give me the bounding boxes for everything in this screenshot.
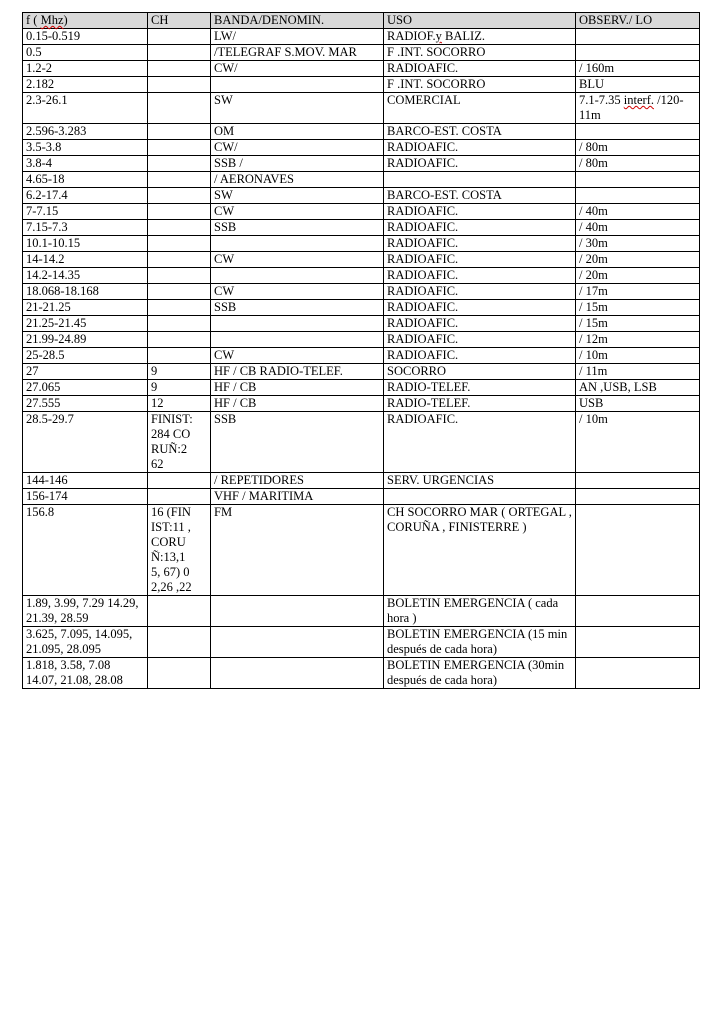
header-band: BANDA/DENOMIN. (211, 13, 384, 29)
cell-observations (576, 473, 700, 489)
cell-frequency: 3.8-4 (23, 156, 148, 172)
cell-frequency: 2.596-3.283 (23, 124, 148, 140)
cell-use: SERV. URGENCIAS (384, 473, 576, 489)
cell-band: HF / CB RADIO-TELEF. (211, 364, 384, 380)
cell-frequency: 0.15-0.519 (23, 29, 148, 45)
cell-use: RADIOAFIC. (384, 316, 576, 332)
table-row (23, 236, 700, 252)
cell-channel (148, 140, 211, 156)
cell-observations: / 10m (576, 412, 700, 473)
cell-observations (576, 188, 700, 204)
cell-band (211, 596, 384, 627)
cell-observations (576, 45, 700, 61)
cell-band: VHF / MARITIMA (211, 489, 384, 505)
cell-frequency: 21.25-21.45 (23, 316, 148, 332)
cell-band: LW/ (211, 29, 384, 45)
table-row (23, 658, 700, 689)
cell-observations: / 30m (576, 236, 700, 252)
cell-observations (576, 596, 700, 627)
cell-band: SSB (211, 220, 384, 236)
table-row (23, 489, 700, 505)
cell-use: RADIOAFIC. (384, 140, 576, 156)
cell-observations: / 15m (576, 300, 700, 316)
cell-band: HF / CB (211, 380, 384, 396)
cell-use: RADIOAFIC. (384, 348, 576, 364)
cell-observations: USB (576, 396, 700, 412)
table-row (23, 332, 700, 348)
cell-use: RADIOAFIC. (384, 300, 576, 316)
table-row (23, 172, 700, 188)
cell-use: SOCORRO (384, 364, 576, 380)
cell-band: / AERONAVES (211, 172, 384, 188)
cell-use: RADIOAFIC. (384, 220, 576, 236)
cell-channel (148, 93, 211, 124)
cell-use: F .INT. SOCORRO (384, 77, 576, 93)
cell-band: CW (211, 252, 384, 268)
cell-band: SSB / (211, 156, 384, 172)
table-row (23, 268, 700, 284)
cell-channel (148, 284, 211, 300)
table-row (23, 412, 700, 473)
cell-observations (576, 172, 700, 188)
cell-band: OM (211, 124, 384, 140)
cell-use: BOLETIN EMERGENCIA (30min después de cada hora) (384, 658, 576, 689)
cell-observations (576, 489, 700, 505)
table-row (23, 29, 700, 45)
header-use: USO (384, 13, 576, 29)
cell-frequency: 18.068-18.168 (23, 284, 148, 300)
cell-use: RADIOAFIC. (384, 156, 576, 172)
cell-band: FM (211, 505, 384, 596)
cell-use: COMERCIAL (384, 93, 576, 124)
cell-channel (148, 627, 211, 658)
cell-band (211, 316, 384, 332)
cell-use: RADIOAFIC. (384, 412, 576, 473)
cell-frequency: 14-14.2 (23, 252, 148, 268)
cell-use (384, 172, 576, 188)
cell-channel (148, 658, 211, 689)
cell-use: RADIOAFIC. (384, 61, 576, 77)
table-row (23, 364, 700, 380)
cell-band (211, 627, 384, 658)
cell-channel: 9 (148, 380, 211, 396)
cell-use: RADIOAFIC. (384, 204, 576, 220)
cell-use: RADIO-TELEF. (384, 380, 576, 396)
cell-observations: / 12m (576, 332, 700, 348)
cell-channel (148, 596, 211, 627)
cell-observations: BLU (576, 77, 700, 93)
cell-frequency: 25-28.5 (23, 348, 148, 364)
cell-channel (148, 332, 211, 348)
table-row (23, 505, 700, 596)
table-row (23, 627, 700, 658)
table-row (23, 61, 700, 77)
cell-observations: / 80m (576, 140, 700, 156)
cell-band: CW/ (211, 140, 384, 156)
cell-frequency: 14.2-14.35 (23, 268, 148, 284)
cell-channel: 16 (FINIST:11 , CORUÑ:13,15, 67) 02,26 ,22 (148, 505, 211, 596)
cell-observations: / 40m (576, 220, 700, 236)
table-row (23, 93, 700, 124)
cell-frequency: 28.5-29.7 (23, 412, 148, 473)
cell-channel (148, 473, 211, 489)
cell-channel (148, 348, 211, 364)
table-row (23, 396, 700, 412)
cell-frequency: 156.8 (23, 505, 148, 596)
cell-band: SSB (211, 300, 384, 316)
cell-band: CW/ (211, 61, 384, 77)
cell-observations (576, 658, 700, 689)
cell-channel (148, 204, 211, 220)
table-row (23, 316, 700, 332)
cell-band: SW (211, 93, 384, 124)
cell-frequency: 1.818, 3.58, 7.08 14.07, 21.08, 28.08 (23, 658, 148, 689)
cell-use: RADIOAFIC. (384, 236, 576, 252)
cell-frequency: 27.065 (23, 380, 148, 396)
cell-band: CW (211, 204, 384, 220)
cell-observations: / 10m (576, 348, 700, 364)
cell-channel (148, 156, 211, 172)
cell-channel (148, 252, 211, 268)
cell-use: RADIO-TELEF. (384, 396, 576, 412)
table-header-row (23, 13, 700, 29)
cell-use: F .INT. SOCORRO (384, 45, 576, 61)
table-row (23, 124, 700, 140)
cell-frequency: 4.65-18 (23, 172, 148, 188)
cell-observations: / 15m (576, 316, 700, 332)
cell-frequency: 3.625, 7.095, 14.095, 21.095, 28.095 (23, 627, 148, 658)
cell-observations (576, 124, 700, 140)
cell-use: RADIOAFIC. (384, 252, 576, 268)
cell-observations: 7.1-7.35 interf. /120-11m (576, 93, 700, 124)
cell-frequency: 10.1-10.15 (23, 236, 148, 252)
cell-channel (148, 300, 211, 316)
table-row (23, 252, 700, 268)
cell-frequency: 3.5-3.8 (23, 140, 148, 156)
cell-frequency: 27 (23, 364, 148, 380)
cell-observations: / 80m (576, 156, 700, 172)
cell-observations: / 20m (576, 268, 700, 284)
cell-channel (148, 316, 211, 332)
frequency-table (22, 12, 700, 689)
document-page (22, 12, 699, 689)
table-row (23, 348, 700, 364)
cell-band (211, 77, 384, 93)
cell-channel (148, 188, 211, 204)
cell-channel: 12 (148, 396, 211, 412)
cell-frequency: 1.89, 3.99, 7.29 14.29, 21.39, 28.59 (23, 596, 148, 627)
cell-channel (148, 268, 211, 284)
table-row (23, 156, 700, 172)
cell-use: BOLETIN EMERGENCIA (15 min después de cada hora) (384, 627, 576, 658)
cell-observations (576, 29, 700, 45)
cell-frequency: 6.2-17.4 (23, 188, 148, 204)
cell-observations (576, 505, 700, 596)
cell-use: CH SOCORRO MAR ( ORTEGAL , CORUÑA , FINISTERRE ) (384, 505, 576, 596)
cell-frequency: 1.2-2 (23, 61, 148, 77)
cell-channel (148, 220, 211, 236)
cell-frequency: 2.182 (23, 77, 148, 93)
cell-band: CW (211, 284, 384, 300)
cell-use (384, 489, 576, 505)
cell-channel (148, 61, 211, 77)
cell-band: SW (211, 188, 384, 204)
cell-channel (148, 489, 211, 505)
cell-channel (148, 172, 211, 188)
table-row (23, 140, 700, 156)
cell-observations: / 17m (576, 284, 700, 300)
cell-frequency: 27.555 (23, 396, 148, 412)
header-channel: CH (148, 13, 211, 29)
cell-frequency: 2.3-26.1 (23, 93, 148, 124)
header-frequency: f ( Mhz) (23, 13, 148, 29)
cell-use: RADIOAFIC. (384, 268, 576, 284)
cell-channel: FINIST:284 CORUÑ:262 (148, 412, 211, 473)
table-row (23, 596, 700, 627)
cell-frequency: 144-146 (23, 473, 148, 489)
cell-channel (148, 45, 211, 61)
cell-frequency: 21.99-24.89 (23, 332, 148, 348)
cell-frequency: 7.15-7.3 (23, 220, 148, 236)
table-row (23, 77, 700, 93)
cell-observations: / 20m (576, 252, 700, 268)
cell-use: RADIOAFIC. (384, 332, 576, 348)
cell-observations: / 40m (576, 204, 700, 220)
cell-frequency: 156-174 (23, 489, 148, 505)
cell-observations (576, 627, 700, 658)
cell-use: BARCO-EST. COSTA (384, 188, 576, 204)
table-row (23, 188, 700, 204)
cell-use: BARCO-EST. COSTA (384, 124, 576, 140)
cell-band (211, 658, 384, 689)
table-row (23, 284, 700, 300)
table-row (23, 380, 700, 396)
cell-channel (148, 236, 211, 252)
header-observations: OBSERV./ LO (576, 13, 700, 29)
cell-band (211, 332, 384, 348)
cell-channel (148, 29, 211, 45)
cell-band (211, 268, 384, 284)
cell-use: BOLETIN EMERGENCIA ( cada hora ) (384, 596, 576, 627)
cell-band (211, 236, 384, 252)
table-row (23, 45, 700, 61)
cell-observations: / 11m (576, 364, 700, 380)
cell-use: RADIOAFIC. (384, 284, 576, 300)
table-row (23, 473, 700, 489)
table-row (23, 204, 700, 220)
cell-frequency: 21-21.25 (23, 300, 148, 316)
cell-band: HF / CB (211, 396, 384, 412)
cell-band: /TELEGRAF S.MOV. MAR (211, 45, 384, 61)
cell-use: RADIOF.y BALIZ. (384, 29, 576, 45)
cell-band: / REPETIDORES (211, 473, 384, 489)
table-row (23, 300, 700, 316)
cell-channel (148, 124, 211, 140)
cell-observations: / 160m (576, 61, 700, 77)
cell-channel (148, 77, 211, 93)
cell-band: CW (211, 348, 384, 364)
cell-channel: 9 (148, 364, 211, 380)
cell-band: SSB (211, 412, 384, 473)
cell-frequency: 7-7.15 (23, 204, 148, 220)
cell-frequency: 0.5 (23, 45, 148, 61)
cell-observations: AN ,USB, LSB (576, 380, 700, 396)
table-row (23, 220, 700, 236)
